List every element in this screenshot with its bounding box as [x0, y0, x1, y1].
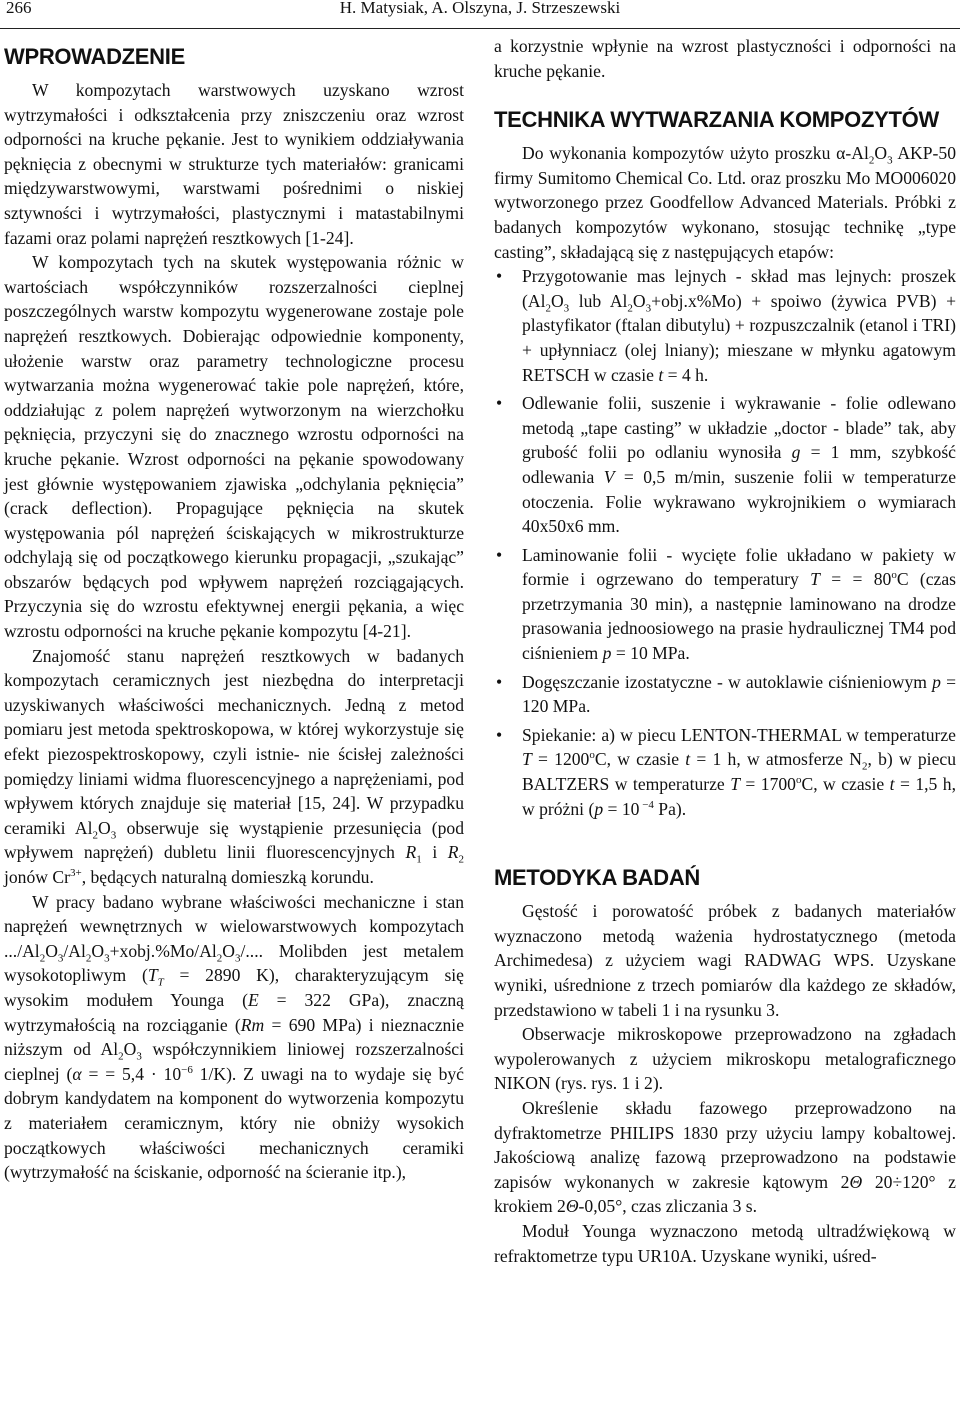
list-item: • Dogęszczanie izostatyczne - w autoklawie ciśnieniowym p = 120 MPa. [496, 671, 956, 717]
list-item: • Przygotowanie mas lejnych - skład mas lejnych: proszek ($Al_2O_3$ lub $Al_2O_3+obj.x\%Mo$) + spoiwo (żywica PVB) + plastyfikator (ftalan dibutylu) + rozpuszczalnik (etanol i TRI) + upłynniacz (olej lniany); mieszane w młynku agatowym RETSCH w czasie t = 4 h. [496, 266, 956, 385]
methodology-paragraph-3: Określenie składu fazowego przeprowadzono na dyfraktometrze PHILIPS 1830 przy użyciu lampy kobaltowej. Jakościową analizę fazową przeprowadzono na podstawie zapisów wykonanych w zakresie kątowym 2Θ 20÷120° z krokiem 2Θ-0,05°, czas zliczania 3 s. [494, 1097, 956, 1217]
intro-paragraph-4: W pracy badano wybrane właściwości mechaniczne i stan naprężeń wewnętrznych w wielowarstwowych kompozytach $.../Al_2O_3/Al_2O_3+xobj.\%Mo/Al_2O_3/$.... Molibden jest metalem wysokotopliwym ($T_T = 2890$ K), charakteryzującym się wysokim modułem Younga (E = 322 GPa), znaczną wytrzymałością na rozciąganie (Rm = 690 MPa) i nieznacznie niższym od $Al_2O_3$ współczynnikiem liniowej rozszerzalności cieplnej (α = = $5,4 \cdot 10^{-6}$ 1/K). Z uwagi na to wydaje się być dobrym kandydatem na komponent do wytworzenia kompozytu z materiałem ceramicznym, który nie obniży wysokich początkowych właściwości mechanicznych ceramiki (wytrzymałość na ściskanie, odporność na ścieranie itp.), [4, 891, 465, 1183]
methodology-paragraph-4: Moduł Younga wyznaczono metodą ultradźwiękową w refraktometrze typu UR10A. Uzyskane wyniki, uśred- [494, 1220, 956, 1266]
fabrication-paragraph: Do wykonania kompozytów użyto proszku $\alpha-Al_2O_3$ AKP-50 firmy Sumitomo Chemical Co. Ltd. oraz proszku Mo MO006020 wytworzonego przez Goodfellow Advanced Materials. Próbki z badanych kompozytów wykonano, stosując technikę „type casting”, składającą się z następujących etapów: [494, 143, 957, 262]
right-column [494, 34, 956, 1268]
bullet-icon: • [496, 393, 503, 414]
bullet-icon: • [496, 266, 503, 287]
bullet-icon: • [496, 724, 503, 745]
page-number: 266 [6, 0, 32, 17]
bullet-icon: • [496, 671, 503, 692]
continued-paragraph: a korzystnie wpłynie na wzrost plastyczności i odporności na kruche pękanie. [494, 36, 956, 81]
list-item: • Spiekanie: a) w piecu LENTON-THERMAL w temperaturze $T = 1200^oC$, w czasie t = 1 h, w atmosferze $N_2$, b) w piecu BALTZERS w temperaturze $T = 1700^oC$, w czasie t = 1,5 h, w próżni (p = 10 $^{-4}$ Pa). [496, 724, 956, 819]
running-header [0, 0, 960, 29]
methodology-paragraph-2: Obserwacje mikroskopowe przeprowadzono na zgładach wypolerowanych z użyciem mikroskopu metalograficznego NIKON (rys. rys. 1 i 2). [494, 1024, 956, 1094]
section-heading-fabrication: TECHNIKA WYTWARZANIA KOMPOZYTÓW [494, 107, 939, 133]
list-item: • Odlewanie folii, suszenie i wykrawanie - folie odlewano metodą „tape casting” w układzie „doctor - blade” tak, aby grubość folii po odlaniu wynosiła g = 1 mm, szybkość odlewania V = 0,5 m/min, suszenie folii w temperaturze otoczenia. Folie wykrawano wykrojnikiem o wymiarach 40x50x6 mm. [496, 393, 957, 537]
running-authors: H. Matysiak, A. Olszyna, J. Strzeszewski [339, 0, 621, 17]
left-column [4, 34, 464, 1185]
fabrication-steps-list [494, 264, 956, 821]
list-item: • Laminowanie folii - wycięte folie układano w pakiety w formie i ogrzewano do temperatury T = = $80^oC$ (czas przetrzymania 30 min), a następnie laminowano na drodze prasowania jednoosiowego na prasie hydraulicznej TM4 pod ciśnieniem p = 10 MPa. [496, 544, 956, 664]
section-heading-methodology: METODYKA BADAŃ [494, 865, 701, 891]
intro-paragraph-1: W kompozytach warstwowych uzyskano wzrost wytrzymałości i odkształcenia przy zniszczeniu oraz wzrost odporności na kruche pękanie. Jest to wynikiem oddziaływania pęknięcia z obecnymi w strukturze tych materiałów: granicami międzywarstwowymi, warstwami pośrednimi o niskiej sztywności i wytrzymałości, plastycznymi i matastabilnymi fazami oraz polami naprężeń resztkowych [1-24]. [4, 80, 464, 248]
intro-paragraph-3: Znajomość stanu naprężeń resztkowych w badanych kompozytach ceramicznych jest niezbędna do interpretacji uzyskiwanych właściwości mechanicznych. Jedną z metod pomiaru jest metoda spektroskopowa, w której wykorzystuje się efekt piezospektroskopowy, czyli istnie- nie ścisłej zależności pomiędzy liniami widma fluorescencyjnego a naprężeniami, pod wpływem których znajduje się materiał [15, 24]. W przypadku ceramiki $Al_2O_3$ obserwuje się wystąpienie przesunięcia (pod wpływem naprężeń) dubletu linii fluorescencyjnych $R_1$ i $R_2$ jonów $Cr^{3+}$, będących naturalną domieszką korundu. [4, 645, 465, 887]
bullet-icon: • [496, 544, 503, 565]
intro-paragraph-2: W kompozytach tych na skutek występowania różnic w wartościach współczynników rozszerzalności cieplnej poszczególnych warstw kompozytu wygenerowane zostaje pole naprężeń resztkowych. Dobierając odpowiednie komponenty, ułożenie warstw oraz parametry technologiczne procesu wytwarzania można wygenerować takie pole naprężeń, które, oddziałując z polem naprężeń wytworzonym na wierzchołku pęknięcia, przyczyni się do znacznego wzrostu odporności na kruche pękanie. Wzrost odporności na pękanie spowodowany jest głównie występowaniem zjawiska „odchylania pęknięcia” (crack deflection). Propagujące pęknięcia na skutek występowania pól naprężeń ściskających w mikrostrukturze odchylają się od początkowego kierunku propagacji, „szukając” obszarów będących pod wpływem naprężeń rozciągających. Przyczynia się do wzrostu efektywnej energii pękania, a więc wzrostu odporności na kruche pękanie kompozytu [4-21]. [4, 252, 464, 642]
methodology-paragraph-1: Gęstość i porowatość próbek z badanych materiałów wyznaczono metodą ważenia hydrostatycznego (metoda Archimedesa) z użyciem wagi RADWAG WPS. Uzyskane wyniki, uśrednione z trzech pomiarów dla każdego ze składów, przedstawiono w tabeli 1 i na rysunku 3. [494, 901, 956, 1020]
section-heading-introduction: WPROWADZENIE [4, 44, 185, 69]
